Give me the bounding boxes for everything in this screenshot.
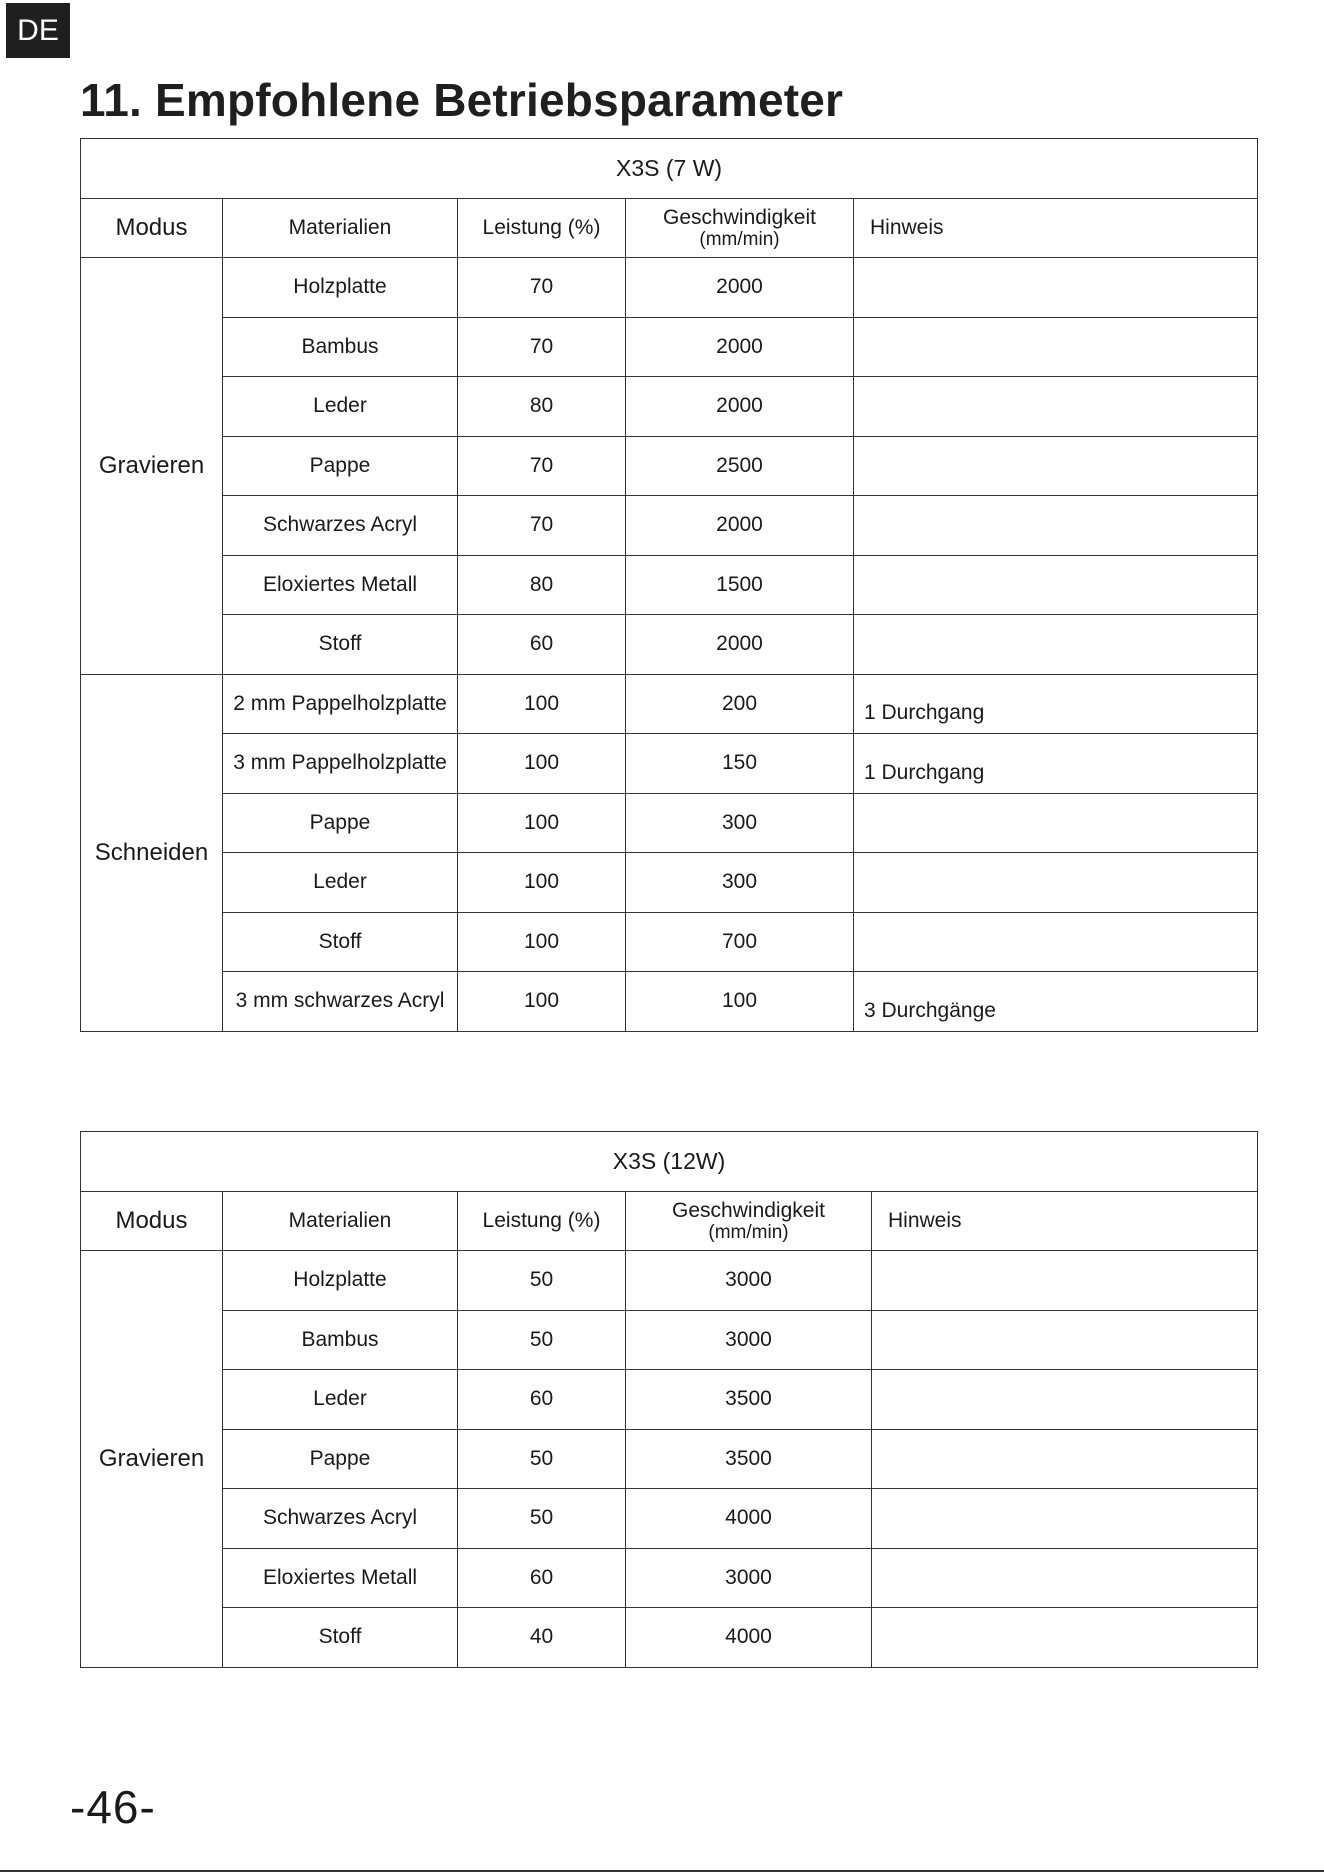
cell-material: 2 mm Pappelholzplatte [223, 674, 458, 734]
header-materialien: Materialien [223, 198, 458, 258]
table-title: X3S (12W) [81, 1132, 1258, 1192]
cell-power: 60 [458, 1370, 626, 1430]
cell-note [854, 853, 1258, 913]
cell-material: Stoff [223, 912, 458, 972]
header-leistung: Leistung (%) [458, 1191, 626, 1251]
cell-power: 100 [458, 734, 626, 794]
cell-material: 3 mm schwarzes Acryl [223, 972, 458, 1032]
table-row [81, 555, 1258, 615]
cell-material: Eloxiertes Metall [223, 1548, 458, 1608]
cell-speed: 100 [626, 972, 854, 1032]
table-row [81, 972, 1258, 1032]
cell-speed: 1500 [626, 555, 854, 615]
cell-power: 80 [458, 555, 626, 615]
table-row [81, 1489, 1258, 1549]
cell-material: Pappe [223, 793, 458, 853]
cell-note [854, 793, 1258, 853]
header-modus: Modus [81, 1191, 223, 1251]
table-row [81, 377, 1258, 437]
cell-note [854, 377, 1258, 437]
table-row [81, 615, 1258, 675]
table-row [81, 674, 1258, 734]
cell-power: 70 [458, 436, 626, 496]
cell-note [872, 1608, 1258, 1668]
header-geschwindigkeit [626, 198, 854, 258]
cell-speed: 200 [626, 674, 854, 734]
mode-gravieren: Gravieren [81, 1251, 223, 1668]
cell-speed: 700 [626, 912, 854, 972]
cell-note [854, 555, 1258, 615]
table-row [81, 1310, 1258, 1370]
cell-material: Stoff [223, 1608, 458, 1668]
cell-power: 60 [458, 1548, 626, 1608]
cell-speed: 2000 [626, 615, 854, 675]
table-row [81, 1429, 1258, 1489]
cell-power: 70 [458, 496, 626, 556]
cell-power: 70 [458, 317, 626, 377]
cell-note [872, 1429, 1258, 1489]
table-row [81, 1548, 1258, 1608]
cell-power: 50 [458, 1429, 626, 1489]
cell-speed: 3000 [626, 1548, 872, 1608]
page-title: 11. Empfohlene Betriebsparameter [80, 74, 844, 126]
cell-note [854, 912, 1258, 972]
mode-gravieren: Gravieren [81, 258, 223, 675]
table-row [81, 734, 1258, 794]
cell-power: 60 [458, 615, 626, 675]
cell-note [872, 1310, 1258, 1370]
table-row [81, 1251, 1258, 1311]
table-row [81, 1370, 1258, 1430]
cell-note: 1 Durchgang [854, 674, 1258, 734]
header-modus: Modus [81, 198, 223, 258]
cell-note [854, 615, 1258, 675]
cell-speed: 300 [626, 793, 854, 853]
cell-note [854, 496, 1258, 556]
cell-speed: 3500 [626, 1429, 872, 1489]
table-row [81, 1608, 1258, 1668]
header-hinweis: Hinweis [854, 198, 1258, 258]
table-row [81, 258, 1258, 318]
cell-material: Holzplatte [223, 1251, 458, 1311]
header-geschwindigkeit [626, 1191, 872, 1251]
table-header-row [81, 1191, 1258, 1251]
cell-power: 100 [458, 972, 626, 1032]
header-hinweis: Hinweis [872, 1191, 1258, 1251]
cell-material: Leder [223, 377, 458, 437]
cell-material: Eloxiertes Metall [223, 555, 458, 615]
cell-note: 3 Durchgänge [854, 972, 1258, 1032]
cell-note [872, 1251, 1258, 1311]
table-row [81, 436, 1258, 496]
cell-material: Leder [223, 1370, 458, 1430]
cell-speed: 3000 [626, 1310, 872, 1370]
cell-speed: 4000 [626, 1489, 872, 1549]
cell-power: 100 [458, 793, 626, 853]
cell-material: Holzplatte [223, 258, 458, 318]
cell-power: 50 [458, 1251, 626, 1311]
cell-speed: 2000 [626, 496, 854, 556]
table-row [81, 853, 1258, 913]
cell-speed: 3000 [626, 1251, 872, 1311]
parameters-table-7w [80, 138, 1258, 1032]
cell-speed: 2000 [626, 377, 854, 437]
cell-power: 80 [458, 377, 626, 437]
header-materialien: Materialien [223, 1191, 458, 1251]
header-speed-unit: (mm/min) [708, 1221, 789, 1243]
cell-material: Schwarzes Acryl [223, 1489, 458, 1549]
page-number: -46- [70, 1781, 156, 1833]
cell-note: 1 Durchgang [854, 734, 1258, 794]
cell-note [872, 1489, 1258, 1549]
table-row [81, 317, 1258, 377]
header-speed-label: Geschwindigkeit [672, 1198, 825, 1222]
cell-material: Pappe [223, 436, 458, 496]
cell-material: Schwarzes Acryl [223, 496, 458, 556]
cell-power: 100 [458, 674, 626, 734]
table-row [81, 793, 1258, 853]
cell-speed: 4000 [626, 1608, 872, 1668]
header-speed-unit: (mm/min) [699, 228, 780, 250]
cell-power: 70 [458, 258, 626, 318]
cell-power: 40 [458, 1608, 626, 1668]
header-leistung: Leistung (%) [458, 198, 626, 258]
mode-schneiden: Schneiden [81, 674, 223, 1031]
table-title: X3S (7 W) [81, 139, 1258, 199]
cell-note [854, 317, 1258, 377]
cell-note [872, 1370, 1258, 1430]
cell-speed: 150 [626, 734, 854, 794]
language-tab: DE [6, 3, 70, 58]
table-title-row [81, 1132, 1258, 1192]
cell-speed: 300 [626, 853, 854, 913]
parameters-table-12w [80, 1131, 1258, 1668]
cell-material: Bambus [223, 317, 458, 377]
table-row [81, 496, 1258, 556]
cell-speed: 2000 [626, 258, 854, 318]
table-row [81, 912, 1258, 972]
cell-material: Pappe [223, 1429, 458, 1489]
cell-material: 3 mm Pappelholzplatte [223, 734, 458, 794]
cell-power: 50 [458, 1310, 626, 1370]
cell-speed: 3500 [626, 1370, 872, 1430]
cell-power: 50 [458, 1489, 626, 1549]
cell-note [854, 436, 1258, 496]
table-title-row [81, 139, 1258, 199]
cell-note [872, 1548, 1258, 1608]
header-speed-label: Geschwindigkeit [663, 205, 816, 229]
cell-speed: 2000 [626, 317, 854, 377]
cell-note [854, 258, 1258, 318]
cell-material: Leder [223, 853, 458, 913]
cell-power: 100 [458, 853, 626, 913]
table-header-row [81, 198, 1258, 258]
cell-material: Stoff [223, 615, 458, 675]
cell-power: 100 [458, 912, 626, 972]
cell-speed: 2500 [626, 436, 854, 496]
cell-material: Bambus [223, 1310, 458, 1370]
